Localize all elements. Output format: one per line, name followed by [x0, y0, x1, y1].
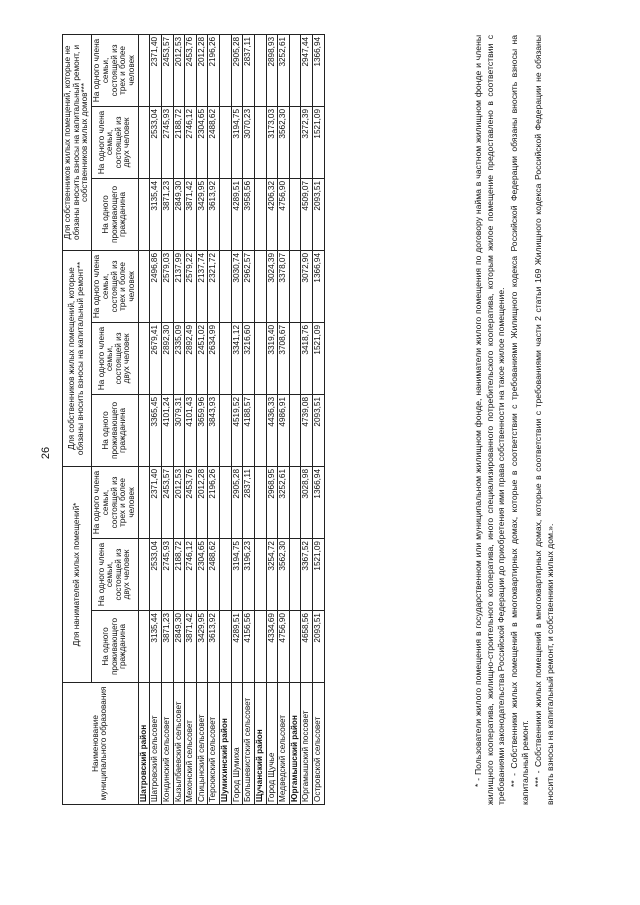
subheader-three-plus: На одного члена семьи, состоящей из трех и более человек: [91, 250, 138, 322]
subheader-two: На одного члена семьи, состоящей из двух человек: [91, 539, 138, 611]
page-number: 26: [40, 446, 52, 460]
value-cell: 3319,40: [266, 322, 278, 394]
value-cell: 3871,42: [185, 178, 197, 250]
value-cell: 3562,30: [278, 539, 290, 611]
empty-cell: [220, 539, 232, 611]
table-body: [138, 34, 324, 804]
district-row: [138, 34, 150, 804]
empty-cell: [289, 178, 301, 250]
table-row: [301, 34, 313, 804]
municipality-name: Город Щучье: [266, 683, 278, 805]
district-row: [220, 34, 232, 804]
value-cell: 2968,95: [266, 466, 278, 538]
municipality-name: Кызылбаевский сельсовет: [173, 683, 185, 805]
value-cell: 3429,95: [196, 178, 208, 250]
value-cell: 4206,32: [266, 178, 278, 250]
empty-cell: [220, 250, 232, 322]
district-name: Шумихинский район: [220, 683, 232, 805]
empty-cell: [138, 178, 150, 250]
empty-cell: [220, 34, 232, 106]
value-cell: 2453,57: [162, 34, 174, 106]
value-cell: 1366,94: [312, 250, 324, 322]
value-cell: 3659,96: [196, 394, 208, 466]
value-cell: 4739,08: [301, 394, 313, 466]
table-row: [185, 34, 197, 804]
value-cell: 3871,23: [162, 178, 174, 250]
empty-cell: [254, 322, 266, 394]
empty-cell: [138, 106, 150, 178]
value-cell: 2898,93: [266, 34, 278, 106]
table-row: [150, 34, 162, 804]
value-cell: 4156,56: [243, 611, 255, 683]
value-cell: 2012,28: [196, 34, 208, 106]
value-cell: 2579,03: [162, 250, 174, 322]
value-cell: 2962,57: [243, 250, 255, 322]
value-cell: 3341,12: [231, 322, 243, 394]
header-municipality: Наименование муниципального образования: [63, 683, 139, 805]
value-cell: 2746,12: [185, 106, 197, 178]
district-row: [289, 34, 301, 804]
table-row: [312, 34, 324, 804]
value-cell: 3079,31: [173, 394, 185, 466]
municipality-name: Кондинский сельсовет: [162, 683, 174, 805]
value-cell: 3429,95: [196, 611, 208, 683]
empty-cell: [138, 322, 150, 394]
value-cell: 2093,51: [312, 178, 324, 250]
value-cell: 2012,28: [196, 466, 208, 538]
empty-cell: [289, 322, 301, 394]
municipality-name: Островской сельсовет: [312, 683, 324, 805]
value-cell: 2321,72: [208, 250, 220, 322]
empty-cell: [220, 322, 232, 394]
value-cell: 4986,91: [278, 394, 290, 466]
subheader-single: На одного проживающего гражданина: [91, 178, 138, 250]
value-cell: 3254,72: [266, 539, 278, 611]
value-cell: 2371,40: [150, 34, 162, 106]
value-cell: 3028,98: [301, 466, 313, 538]
value-cell: 4101,24: [162, 394, 174, 466]
value-cell: 3024,39: [266, 250, 278, 322]
value-cell: 4509,07: [301, 178, 313, 250]
value-cell: 4756,90: [278, 611, 290, 683]
empty-cell: [138, 394, 150, 466]
value-cell: 2093,51: [312, 611, 324, 683]
district-name: Щучанский район: [254, 683, 266, 805]
value-cell: 2905,28: [231, 34, 243, 106]
empty-cell: [254, 539, 266, 611]
value-cell: 2188,72: [173, 106, 185, 178]
value-cell: 2947,44: [301, 34, 313, 106]
municipality-name: Город Шумиха: [231, 683, 243, 805]
empty-cell: [289, 250, 301, 322]
value-cell: 3252,61: [278, 466, 290, 538]
value-cell: 3196,23: [243, 539, 255, 611]
subheader-three-plus: На одного члена семьи, состоящей из трех и более человек: [91, 466, 138, 538]
value-cell: 2745,93: [162, 539, 174, 611]
housing-cost-table: [62, 34, 325, 805]
empty-cell: [289, 34, 301, 106]
municipality-name: Терсюкский сельсовет: [208, 683, 220, 805]
value-cell: 2304,65: [196, 539, 208, 611]
value-cell: 3378,07: [278, 250, 290, 322]
value-cell: 3562,30: [278, 106, 290, 178]
empty-cell: [138, 34, 150, 106]
municipality-name: Большевистский сельсовет: [243, 683, 255, 805]
value-cell: 3365,45: [150, 394, 162, 466]
value-cell: 4289,51: [231, 611, 243, 683]
subheader-single: На одного проживающего гражданина: [91, 611, 138, 683]
value-cell: 2093,51: [312, 394, 324, 466]
empty-cell: [220, 394, 232, 466]
header-group-owners-repair: Для собственников жилых помещений, которые обязаны вносить взносы на капитальный ремонт**: [63, 250, 92, 466]
value-cell: 4188,57: [243, 394, 255, 466]
footnote-owners-no-repair: *** - Собственники жилых помещений в многоквартирных домах, которые в соответствии с требованиями части 2 статьи 169 Жилищного кодекса Российской Федерации не обязаны вносить взносы на капитальный ремонт, и собственники жилых дом.».: [532, 35, 555, 805]
municipality-name: Мехонский сельсовет: [185, 683, 197, 805]
subheader-single: На одного проживающего гражданина: [91, 394, 138, 466]
value-cell: 3958,56: [243, 178, 255, 250]
empty-cell: [289, 106, 301, 178]
empty-cell: [220, 178, 232, 250]
municipality-name: Медведский сельсовет: [278, 683, 290, 805]
district-name: Шатровский район: [138, 683, 150, 805]
empty-cell: [138, 250, 150, 322]
empty-cell: [220, 106, 232, 178]
empty-cell: [254, 106, 266, 178]
value-cell: 1521,09: [312, 539, 324, 611]
empty-cell: [289, 394, 301, 466]
value-cell: 3070,23: [243, 106, 255, 178]
district-row: [254, 34, 266, 804]
value-cell: 2451,02: [196, 322, 208, 394]
empty-cell: [220, 611, 232, 683]
value-cell: 1521,09: [312, 322, 324, 394]
value-cell: 3871,42: [185, 611, 197, 683]
table-row: [208, 34, 220, 804]
value-cell: 3367,52: [301, 539, 313, 611]
empty-cell: [138, 611, 150, 683]
header-group-owners-no-repair: Для собственников жилых помещений, которые не обязаны вносить взносы на капитальный ремонт, и собственников жилых домов***: [63, 34, 92, 250]
value-cell: 3613,92: [208, 611, 220, 683]
value-cell: 4436,33: [266, 394, 278, 466]
value-cell: 2188,72: [173, 539, 185, 611]
value-cell: 3135,44: [150, 178, 162, 250]
value-cell: 4658,56: [301, 611, 313, 683]
value-cell: 2196,26: [208, 466, 220, 538]
subheader-two: На одного члена семьи, состоящей из двух человек: [91, 322, 138, 394]
empty-cell: [254, 611, 266, 683]
value-cell: 3216,60: [243, 322, 255, 394]
value-cell: 2579,22: [185, 250, 197, 322]
value-cell: 2892,30: [162, 322, 174, 394]
value-cell: 2012,53: [173, 466, 185, 538]
value-cell: 2012,53: [173, 34, 185, 106]
table-row: [173, 34, 185, 804]
empty-cell: [138, 539, 150, 611]
value-cell: 2679,41: [150, 322, 162, 394]
footnote-tenants: * - Пользователи жилого помещения в государственном или муниципальном жилищном фонде, наниматели жилого помещения по договору найма в частном жилищном фонде и члены жилищного кооператива, жилищно-строительного кооператива, иного специализированного потребительского кооператива, которым жилое помещение предоставлено в соответствии с требованиями законодательства Российской Федерации до приобретения ими права собственности на такое жилое помещение.: [473, 35, 507, 805]
value-cell: 3843,93: [208, 394, 220, 466]
value-cell: 2371,40: [150, 466, 162, 538]
value-cell: 2453,76: [185, 34, 197, 106]
value-cell: 3072,90: [301, 250, 313, 322]
value-cell: 3194,75: [231, 106, 243, 178]
value-cell: 3252,61: [278, 34, 290, 106]
value-cell: 2849,30: [173, 178, 185, 250]
value-cell: 4334,69: [266, 611, 278, 683]
empty-cell: [254, 178, 266, 250]
value-cell: 2453,57: [162, 466, 174, 538]
municipality-name: Шатровский сельсовет: [150, 683, 162, 805]
value-cell: 3418,76: [301, 322, 313, 394]
empty-cell: [254, 466, 266, 538]
header-group-tenants: Для нанимателей жилых помещений*: [63, 466, 92, 682]
value-cell: 2137,99: [173, 250, 185, 322]
subheader-two: На одного члена семьи, состоящей из двух человек: [91, 106, 138, 178]
value-cell: 2488,62: [208, 539, 220, 611]
value-cell: 2453,76: [185, 466, 197, 538]
value-cell: 2837,11: [243, 466, 255, 538]
value-cell: 1366,94: [312, 466, 324, 538]
value-cell: 3135,44: [150, 611, 162, 683]
value-cell: 3194,75: [231, 539, 243, 611]
table-row: [243, 34, 255, 804]
municipality-name: Спицынский сельсовет: [196, 683, 208, 805]
value-cell: 2634,99: [208, 322, 220, 394]
value-cell: 2905,28: [231, 466, 243, 538]
value-cell: 2533,04: [150, 106, 162, 178]
value-cell: 2137,74: [196, 250, 208, 322]
value-cell: 2488,62: [208, 106, 220, 178]
value-cell: 4289,51: [231, 178, 243, 250]
district-name: Юргамышский район: [289, 683, 301, 805]
value-cell: 3272,39: [301, 106, 313, 178]
value-cell: 2335,09: [173, 322, 185, 394]
value-cell: 2496,86: [150, 250, 162, 322]
empty-cell: [254, 34, 266, 106]
footnote-owners-repair: ** - Собственники жилых помещений в многоквартирных домах, которые в соответствии с требованиями Жилищного кодекса Российской Федерации обязаны вносить взносы на капитальный ремонт.: [508, 35, 531, 805]
value-cell: 2892,49: [185, 322, 197, 394]
value-cell: 2304,65: [196, 106, 208, 178]
value-cell: 3030,74: [231, 250, 243, 322]
value-cell: 1366,94: [312, 34, 324, 106]
value-cell: 4756,90: [278, 178, 290, 250]
empty-cell: [138, 466, 150, 538]
table-row: [196, 34, 208, 804]
empty-cell: [220, 466, 232, 538]
value-cell: 2745,93: [162, 106, 174, 178]
value-cell: 4101,43: [185, 394, 197, 466]
value-cell: 2849,30: [173, 611, 185, 683]
table-row: [162, 34, 174, 804]
value-cell: 2196,26: [208, 34, 220, 106]
value-cell: 2746,12: [185, 539, 197, 611]
value-cell: 3871,23: [162, 611, 174, 683]
table-row: [231, 34, 243, 804]
subheader-three-plus: На одного члена семьи, состоящей из трех и более человек: [91, 34, 138, 106]
municipality-name: Юргамышский поссовет: [301, 683, 313, 805]
value-cell: 3708,67: [278, 322, 290, 394]
table-row: [266, 34, 278, 804]
empty-cell: [289, 466, 301, 538]
value-cell: 3613,92: [208, 178, 220, 250]
empty-cell: [254, 250, 266, 322]
value-cell: 2837,11: [243, 34, 255, 106]
value-cell: 1521,09: [312, 106, 324, 178]
empty-cell: [289, 611, 301, 683]
value-cell: 3173,03: [266, 106, 278, 178]
empty-cell: [289, 539, 301, 611]
value-cell: 2533,04: [150, 539, 162, 611]
value-cell: 4519,52: [231, 394, 243, 466]
table-row: [278, 34, 290, 804]
empty-cell: [254, 394, 266, 466]
footnotes: [473, 35, 557, 805]
